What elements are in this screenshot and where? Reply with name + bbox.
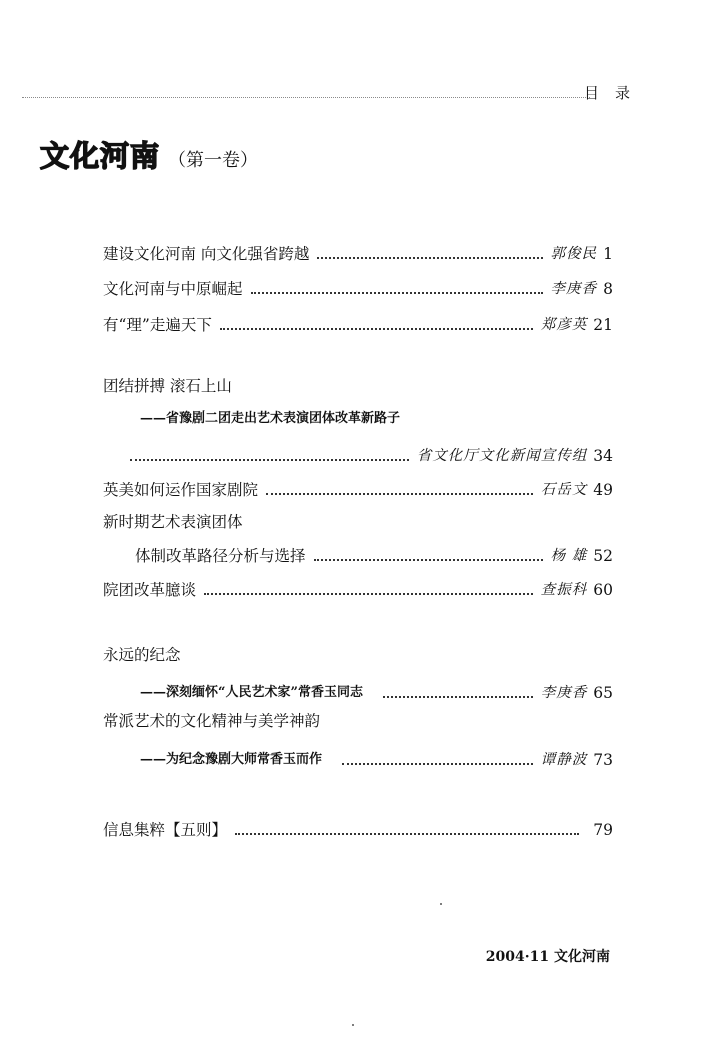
entry-subtitle: ——深刻缅怀“人民艺术家”常香玉同志 — [140, 685, 363, 700]
toc-entry[interactable] — [103, 814, 613, 840]
entry-page: 49 — [593, 481, 613, 499]
entry-subtitle: ——省豫剧二团走出艺术表演团体改革新路子 — [140, 411, 401, 426]
toc-entry[interactable] — [103, 474, 613, 500]
dot-leader — [251, 292, 543, 294]
entry-title[interactable]: 常派艺术的文化精神与美学神韵 — [103, 712, 321, 730]
entry-author: 谭静波 — [540, 752, 588, 768]
entry-author: 郑彦英 — [540, 317, 588, 333]
entry-title: 信息集粹【五则】 — [103, 821, 228, 839]
entry-title[interactable]: 永远的纪念 — [103, 646, 181, 664]
dot-leader — [235, 833, 579, 835]
entry-author: 省文化厅文化新闻宣传组 — [416, 448, 588, 464]
dot-leader — [130, 459, 409, 461]
entry-page: 60 — [593, 581, 613, 599]
entry-author: 李庚香 — [550, 281, 597, 297]
dot-leader — [383, 696, 533, 698]
scan-speck — [352, 1024, 354, 1026]
scan-speck — [440, 903, 442, 905]
dot-leader — [220, 328, 533, 330]
entry-page: 52 — [593, 547, 613, 565]
entry-title: 建设文化河南 向文化强省跨越 — [103, 245, 310, 263]
dot-leader — [204, 593, 533, 595]
volume-label: （第一卷） — [168, 150, 259, 171]
toc-entry[interactable] — [103, 238, 613, 264]
entry-subtitle: 体制改革路径分析与选择 — [135, 547, 306, 565]
entry-author: 石岳文 — [540, 482, 588, 498]
dot-leader — [266, 493, 533, 495]
dot-leader — [342, 763, 533, 765]
entry-author: 杨 雄 — [550, 548, 588, 564]
entry-author: 李庚香 — [540, 685, 588, 701]
entry-page: 1 — [603, 245, 613, 263]
toc-entry-continuation[interactable] — [130, 440, 613, 466]
entry-title: 有“理”走遍天下 — [103, 316, 212, 334]
entry-title[interactable]: 新时期艺术表演团体 — [103, 513, 243, 531]
entry-page: 65 — [593, 684, 613, 702]
entry-author: 查振科 — [540, 582, 588, 598]
entry-title: 院团改革臆谈 — [103, 581, 197, 599]
header-dotted-rule — [22, 97, 590, 98]
toc-entry-continuation[interactable] — [135, 540, 613, 566]
entry-subtitle: ——为纪念豫剧大师常香玉而作 — [140, 752, 323, 767]
toc-entry[interactable] — [103, 309, 613, 335]
issue-footer: 2004·11 文化河南 — [485, 949, 610, 965]
entry-page: 79 — [593, 821, 613, 839]
dot-leader — [317, 257, 542, 259]
entry-author: 郭俊民 — [550, 246, 597, 262]
toc-entry-continuation[interactable] — [140, 677, 613, 703]
toc-entry-continuation[interactable] — [140, 744, 613, 770]
entry-page: 34 — [593, 447, 613, 465]
entry-page: 73 — [593, 751, 613, 769]
masthead — [40, 134, 258, 175]
entry-title: 文化河南与中原崛起 — [103, 280, 243, 298]
dot-leader — [314, 559, 543, 561]
entry-page: 21 — [593, 316, 613, 334]
entry-title: 英美如何运作国家剧院 — [103, 481, 259, 499]
entry-title[interactable]: 团结拼搏 滚石上山 — [103, 377, 232, 395]
section-label: 目录 — [583, 84, 646, 102]
entry-page: 8 — [603, 280, 613, 298]
toc-entry[interactable] — [103, 574, 613, 600]
magazine-section-title: 文化河南 — [40, 139, 161, 173]
toc-entry[interactable] — [103, 273, 613, 299]
